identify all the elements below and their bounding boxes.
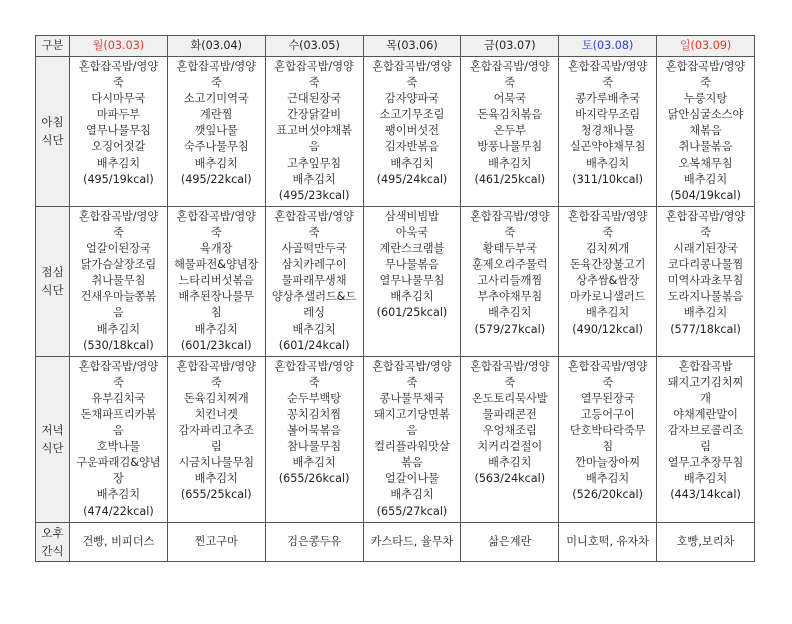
- menu-item: 훈제오리주물럭: [471, 258, 548, 272]
- menu-item: 고등어구이: [580, 407, 635, 421]
- menu-item: 혼합잡곡밥/영양: [78, 209, 159, 223]
- menu-item: 배추김치: [488, 306, 532, 320]
- menu-item: 혼합잡곡밥/영양: [567, 60, 648, 73]
- menu-item: 마파두부: [96, 108, 141, 122]
- header-row: [36, 36, 755, 57]
- breakfast-cell-thu: [363, 57, 461, 207]
- menu-item: (461/25kcal): [474, 172, 546, 186]
- menu-item: (526/20kcal): [572, 488, 643, 502]
- menu-item: 구운파래김&양념: [76, 456, 161, 470]
- menu-item: 침: [210, 306, 222, 320]
- menu-item: 호박나물: [96, 440, 141, 454]
- menu-item: 꽁치김치찜: [287, 407, 342, 421]
- menu-item: 음: [113, 424, 124, 438]
- menu-item: 죽: [210, 375, 222, 389]
- menu-item: (577/18kcal): [670, 322, 741, 336]
- breakfast-row: [36, 57, 755, 207]
- day-header-sun: 일(03.09): [657, 36, 755, 57]
- lunch-cell-sat: [559, 206, 657, 356]
- snack-cell-thu: 카스타드, 율무차: [363, 522, 461, 561]
- menu-item: 온두부: [493, 124, 526, 138]
- lunch-cell-mon: [70, 206, 168, 356]
- menu-item: 단호박타락죽무: [569, 424, 646, 438]
- menu-item: (601/24kcal): [278, 338, 350, 352]
- menu-item: 치킨너겟: [194, 407, 238, 421]
- snack-label: [36, 522, 70, 561]
- menu-item: 열무나물무침: [379, 274, 445, 288]
- menu-item: (530/18kcal): [83, 338, 154, 352]
- menu-item: 배추김치: [586, 472, 630, 486]
- menu-item: 배추김치: [194, 322, 238, 336]
- menu-item: 죽: [504, 375, 516, 389]
- menu-item: (504/19kcal): [670, 188, 741, 202]
- menu-item: 죽: [504, 225, 516, 239]
- menu-item: (495/22kcal): [180, 172, 252, 186]
- day-header-fri: 금(03.07): [461, 36, 559, 57]
- menu-item: 죽: [308, 375, 320, 389]
- menu-item: (601/23kcal): [180, 338, 252, 352]
- menu-item: 음: [308, 140, 320, 154]
- menu-item: 상추쌈&쌈장: [576, 274, 640, 288]
- dinner-cell-sun: [657, 356, 755, 522]
- menu-item: 청경채나물: [580, 124, 635, 138]
- menu-item: 물파래무생채: [281, 274, 347, 288]
- menu-item: 배추김치: [292, 456, 336, 470]
- menu-item: 침: [602, 440, 614, 454]
- menu-item: 닭가슴살장조림: [80, 258, 157, 272]
- day-header-wed: 수(03.05): [265, 36, 363, 57]
- menu-item: 혼합잡곡밥: [678, 359, 733, 373]
- menu-item: 죽: [504, 76, 516, 90]
- menu-item: (311/10kcal): [572, 172, 643, 186]
- menu-item: 계란찜: [200, 108, 233, 122]
- menu-item: 감자파리고추조: [178, 424, 255, 438]
- menu-item: 오징어젓갈: [91, 140, 146, 154]
- menu-item: 죽: [308, 76, 320, 90]
- menu-item: (474/22kcal): [83, 504, 154, 518]
- menu-item: 혼합잡곡밥/영양: [567, 359, 648, 373]
- menu-item: 배추김치: [586, 156, 630, 170]
- menu-item: 방풍나물무침: [477, 140, 543, 154]
- snack-cell-sun: 호빵,보리차: [657, 522, 755, 561]
- menu-item: 배추김치: [586, 306, 630, 320]
- breakfast-cell-wed: [265, 57, 363, 207]
- lunch-label: [36, 206, 70, 356]
- menu-item: 아침: [41, 115, 64, 130]
- menu-item: 혼합잡곡밥/영양: [176, 60, 256, 73]
- menu-item: 혼합잡곡밥/영양: [470, 60, 550, 73]
- menu-item: 돈채파프리카볶: [80, 407, 157, 421]
- menu-item: 도라지나물볶음: [667, 290, 744, 304]
- menu-item: 돈육간장불고기: [569, 258, 646, 272]
- menu-item: 돼지고기김치찌: [667, 375, 744, 389]
- menu-item: 무나물볶음: [384, 258, 439, 272]
- menu-item: 계란스크램블: [379, 242, 445, 256]
- menu-item: 배추김치: [683, 306, 728, 320]
- menu-item: 우엉채조림: [482, 424, 537, 438]
- menu-item: 김자반볶음: [384, 140, 439, 154]
- menu-item: 간장닭갈비: [287, 108, 342, 122]
- menu-item: (490/12kcal): [572, 322, 643, 336]
- menu-item: 볶음: [401, 456, 423, 470]
- menu-item: 미역사과초무침: [667, 274, 744, 288]
- menu-item: 혼합잡곡밥/영양: [78, 60, 159, 73]
- menu-item: 어묵국: [493, 92, 526, 106]
- menu-item: 순두부백탕: [287, 391, 342, 405]
- menu-item: 점심: [41, 265, 64, 280]
- menu-item: 혼합잡곡밥/영양: [78, 359, 159, 373]
- dinner-cell-tue: [167, 356, 265, 522]
- dinner-cell-thu: [363, 356, 461, 522]
- menu-item: 콩나물무채국: [379, 391, 445, 405]
- menu-item: 림: [210, 440, 222, 454]
- menu-item: 코다리콩나물찜: [667, 258, 744, 272]
- menu-item: 저녁: [41, 423, 64, 438]
- menu-item: 음: [113, 306, 124, 320]
- menu-item: 죽: [113, 375, 124, 389]
- menu-item: 팽이버섯전: [384, 124, 439, 138]
- menu-item: 열무고추장무침: [667, 456, 744, 470]
- menu-item: 시래기된장국: [673, 242, 738, 256]
- category-header: 구분: [36, 36, 70, 57]
- lunch-cell-tue: [167, 206, 265, 356]
- menu-item: 소고기미역국: [183, 92, 249, 106]
- menu-item: 죽: [602, 375, 614, 389]
- menu-item: 배추김치: [292, 172, 336, 186]
- menu-item: 죽: [406, 76, 418, 90]
- menu-item: 배추김치: [390, 290, 434, 304]
- menu-item: 혼합잡곡밥/영양: [665, 209, 746, 223]
- menu-item: 배추김치: [292, 322, 336, 336]
- dinner-label: [36, 356, 70, 522]
- menu-item: 음: [406, 424, 418, 438]
- menu-item: 혼합잡곡밥/영양: [274, 359, 354, 373]
- menu-item: 채볶음: [689, 124, 722, 138]
- menu-item: 얼갈이된장국: [86, 242, 151, 256]
- menu-item: 혼합잡곡밥/영양: [470, 359, 550, 373]
- menu-item: 얼갈이나물: [384, 472, 439, 486]
- day-header-tue: 화(03.04): [167, 36, 265, 57]
- snack-cell-mon: 건빵, 비피더스: [70, 522, 168, 561]
- menu-item: 근대된장국: [287, 92, 342, 106]
- breakfast-label: [36, 57, 70, 207]
- menu-item: (443/14kcal): [670, 488, 741, 502]
- menu-item: 배추김치: [488, 456, 532, 470]
- menu-item: 죽: [700, 225, 711, 239]
- menu-item: 유부김치국: [91, 391, 146, 405]
- dinner-cell-wed: [265, 356, 363, 522]
- menu-item: 해물파전&양념장: [174, 258, 259, 272]
- menu-item: 오복채무침: [678, 156, 733, 170]
- menu-item: 돈육김치볶음: [477, 108, 543, 122]
- breakfast-cell-fri: [461, 57, 559, 207]
- menu-item: 죽: [700, 76, 711, 90]
- menu-item: 돈육김치찌개: [183, 391, 249, 405]
- menu-item: 삼치카레구이: [281, 258, 347, 272]
- menu-item: 장: [113, 472, 124, 486]
- menu-item: 개: [700, 391, 711, 405]
- breakfast-cell-mon: [70, 57, 168, 207]
- menu-item: (601/25kcal): [376, 306, 448, 320]
- menu-item: 혼합잡곡밥/영양: [274, 60, 354, 73]
- menu-item: 감자브로콜리조: [667, 424, 744, 438]
- menu-item: 양상추샐러드&드: [271, 290, 357, 304]
- menu-item: 표고버섯야채볶: [276, 124, 352, 138]
- menu-item: 혼합잡곡밥/영양: [274, 209, 354, 223]
- lunch-cell-fri: [461, 206, 559, 356]
- menu-item: 림: [700, 440, 711, 454]
- lunch-cell-thu: [363, 206, 461, 356]
- menu-item: 간식: [41, 543, 64, 558]
- menu-item: 혼합잡곡밥/영양: [470, 209, 550, 223]
- menu-item: (495/19kcal): [83, 172, 154, 186]
- snack-cell-sat: 미니호떡, 유자차: [559, 522, 657, 561]
- menu-item: 다시마무국: [91, 92, 146, 106]
- menu-item: 참나물무침: [287, 440, 342, 454]
- menu-item: 죽: [406, 375, 418, 389]
- menu-item: 죽: [602, 225, 614, 239]
- breakfast-cell-sat: [559, 57, 657, 207]
- menu-item: 느타리버섯볶음: [178, 274, 255, 288]
- menu-item: 식단: [41, 441, 64, 456]
- menu-item: 레싱: [303, 306, 325, 320]
- menu-item: 배추김치: [683, 472, 728, 486]
- menu-item: 취나물볶음: [678, 140, 733, 154]
- menu-item: (495/24kcal): [376, 172, 448, 186]
- menu-item: 야채계란말이: [673, 407, 738, 421]
- dinner-cell-mon: [70, 356, 168, 522]
- menu-item: 김치찌개: [586, 242, 630, 256]
- menu-item: 식단: [41, 283, 64, 298]
- menu-item: 배추김치: [390, 488, 434, 502]
- day-header-thu: 목(03.06): [363, 36, 461, 57]
- snack-cell-fri: 삶은계란: [461, 522, 559, 561]
- menu-item: 죽: [210, 76, 222, 90]
- snack-row: [36, 522, 755, 561]
- menu-item: 고추잎무침: [287, 156, 342, 170]
- menu-item: 볼어묵볶음: [287, 424, 342, 438]
- menu-item: 열무된장국: [580, 391, 635, 405]
- menu-item: 시금치나물무침: [178, 456, 255, 470]
- menu-item: 배추김치: [96, 488, 141, 502]
- menu-item: 치커리겉절이: [477, 440, 543, 454]
- menu-item: 혼합잡곡밥/영양: [372, 60, 452, 73]
- lunch-row: [36, 206, 755, 356]
- lunch-cell-wed: [265, 206, 363, 356]
- menu-item: (655/26kcal): [278, 472, 350, 486]
- menu-item: 죽: [308, 225, 320, 239]
- menu-item: 아욱국: [395, 225, 429, 239]
- menu-item: 죽: [602, 76, 614, 90]
- menu-item: 황태두부국: [482, 242, 537, 256]
- menu-item: 소고기무조림: [379, 108, 445, 122]
- menu-item: 육개장: [200, 242, 233, 256]
- menu-item: (655/25kcal): [180, 488, 252, 502]
- menu-item: 배추김치: [390, 156, 434, 170]
- menu-item: 사골떡만두국: [281, 242, 347, 256]
- menu-item: 닭안심굴소스야: [667, 108, 744, 122]
- menu-item: (655/27kcal): [376, 504, 448, 518]
- menu-item: 물파래콘전: [482, 407, 537, 421]
- menu-item: 온도토리묵사발: [471, 391, 548, 405]
- breakfast-cell-tue: [167, 57, 265, 207]
- menu-item: 혼합잡곡밥/영양: [176, 359, 256, 373]
- day-header-sat: 토(03.08): [559, 36, 657, 57]
- menu-item: 혼합잡곡밥/영양: [176, 209, 256, 223]
- menu-item: 컬리플라워맛살: [374, 440, 450, 454]
- menu-item: 배추김치: [96, 156, 141, 170]
- menu-item: 배추김치: [683, 172, 728, 186]
- menu-item: 부추야채무침: [477, 290, 543, 304]
- menu-item: 혼합잡곡밥/영양: [665, 60, 746, 73]
- menu-item: 감자양파국: [384, 92, 439, 106]
- menu-item: 마카로니샐러드: [569, 290, 646, 304]
- menu-item: 건새우마늘쫑볶: [80, 290, 157, 304]
- menu-item: 깻잎나물: [194, 124, 238, 138]
- menu-item: 혼합잡곡밥/영양: [567, 209, 648, 223]
- lunch-cell-sun: [657, 206, 755, 356]
- menu-item: 배추된장나물무: [178, 290, 255, 304]
- menu-item: 삼색비빔밥: [384, 209, 439, 223]
- menu-item: (495/23kcal): [278, 188, 350, 202]
- menu-item: 혼합잡곡밥/영양: [372, 359, 452, 373]
- menu-item: 누룽지탕: [683, 92, 728, 106]
- menu-item: 고사리들깨찜: [477, 274, 543, 288]
- snack-cell-tue: 찐고구마: [167, 522, 265, 561]
- menu-item: 열무나물무침: [86, 124, 151, 138]
- menu-item: 숙주나물무침: [183, 140, 249, 154]
- snack-cell-wed: 검은콩두유: [265, 522, 363, 561]
- menu-item: 바지락무조림: [575, 108, 641, 122]
- menu-item: 취나물무침: [91, 274, 146, 288]
- menu-item: 배추김치: [194, 156, 238, 170]
- day-header-mon: 월(03.03): [70, 36, 168, 57]
- menu-item: 콩가루배추국: [575, 92, 641, 106]
- menu-item: 깐마늘장아찌: [575, 456, 641, 470]
- weekly-menu-table: [35, 35, 755, 562]
- dinner-row: [36, 356, 755, 522]
- menu-item: 오후: [41, 525, 64, 540]
- menu-item: (563/24kcal): [474, 472, 546, 486]
- dinner-cell-sat: [559, 356, 657, 522]
- menu-item: 배추김치: [488, 156, 532, 170]
- breakfast-cell-sun: [657, 57, 755, 207]
- menu-item: 배추김치: [194, 472, 238, 486]
- menu-item: 돼지고기당면볶: [374, 407, 450, 421]
- menu-item: 죽: [210, 225, 222, 239]
- menu-item: 실곤약야채무침: [569, 140, 646, 154]
- menu-item: 죽: [113, 76, 124, 90]
- menu-item: (579/27kcal): [474, 322, 546, 336]
- dinner-cell-fri: [461, 356, 559, 522]
- menu-item: 죽: [113, 225, 124, 239]
- menu-item: 배추김치: [96, 322, 141, 336]
- menu-item: 식단: [41, 133, 64, 148]
